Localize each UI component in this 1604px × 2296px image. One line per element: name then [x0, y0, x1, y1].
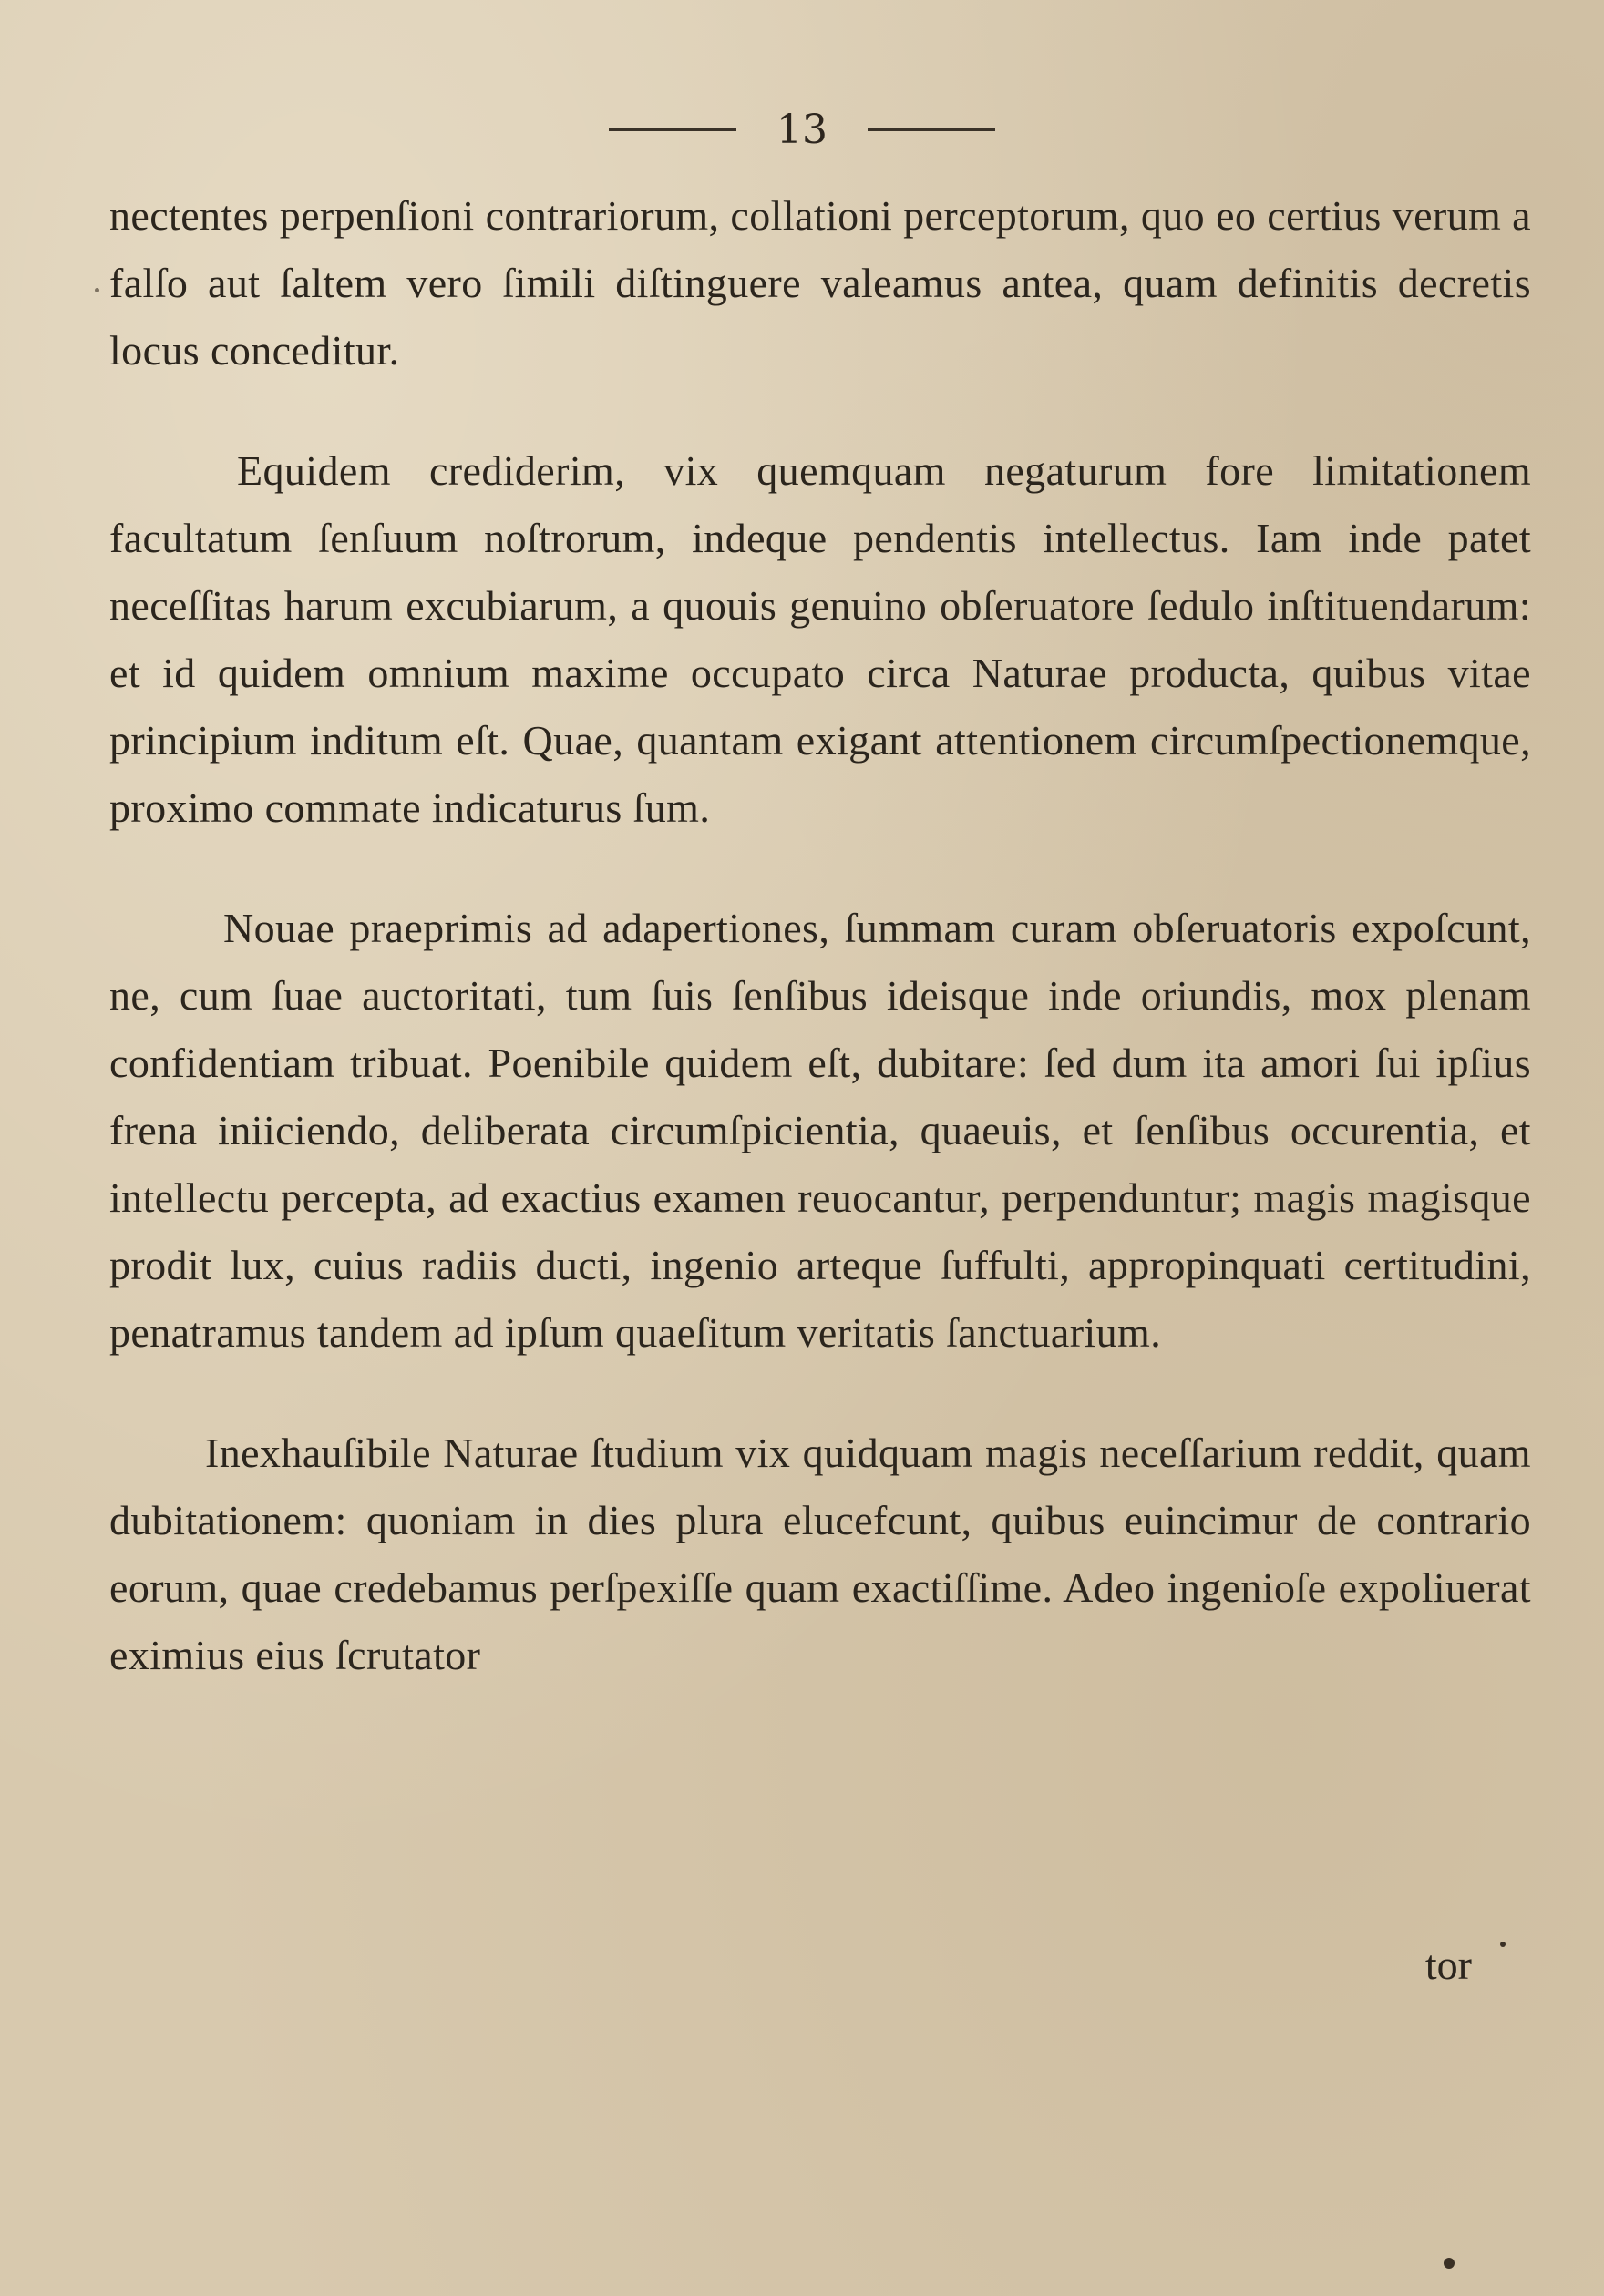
header-rule-left — [609, 128, 736, 131]
paragraph-2: Equidem crediderim, vix quemquam negaturum fore limitationem facultatum ſenſuum noſtrorum, indeque pendentis intellectus. Iam inde patet neceſſitas harum excubiarum, a quouis genuino obſeruatore ſedulo inſtituendarum: et id quidem omnium maxime occupato circa Naturae producta, quibus vitae principium inditum eſt. Quae, quantam exigant attentionem circumſpectionemque, proximo commate indicaturus ſum. — [109, 447, 1531, 831]
page-header — [0, 102, 1604, 157]
header-rule-right — [868, 128, 995, 131]
ink-speck — [95, 288, 99, 292]
body-text — [109, 182, 1531, 1689]
ink-speck — [1500, 1942, 1506, 1947]
paragraph-3: Nouae praeprimis ad adapertiones, ſummam curam obſeruatoris expoſcunt, ne, cum ſuae auctoritati, tum ſuis ſenſibus ideisque inde oriundis, mox plenam confidentiam tribuat. Poenibile quidem eſt, dubitare: ſed dum ita amori ſui ipſius frena iniiciendo, deliberata circumſpicientia, quaeuis, et ſenſibus occurentia, et intellectu percepta, ad exactius examen reuocantur, perpenduntur; magis magisque prodit lux, cuius radiis ducti, ingenio arteque ſuffulti, appropinquati certitudini, penatramus tandem ad ipſum quaeſitum veritatis ſanctuarium. — [109, 905, 1531, 1356]
ink-speck — [1444, 2258, 1455, 2269]
page-number: 13 — [776, 106, 828, 153]
catchword: tor — [1424, 1942, 1472, 1988]
paragraph-4: Inexhauſibile Naturae ſtudium vix quidquam magis neceſſarium reddit, quam dubitationem: quoniam in dies plura elucefcunt, quibus euincimur de contrario eorum, quae credebamus perſpexiſſe quam exactiſſime. Adeo ingenioſe expoliuerat eximius eius ſcrutator — [109, 1430, 1531, 1678]
paragraph-1: nectentes perpenſioni contrariorum, collationi perceptorum, quo eo certius verum a falſo aut ſaltem vero ſimili diſtinguere valeamus antea, quam definitis decretis locus conceditur. — [109, 192, 1531, 374]
